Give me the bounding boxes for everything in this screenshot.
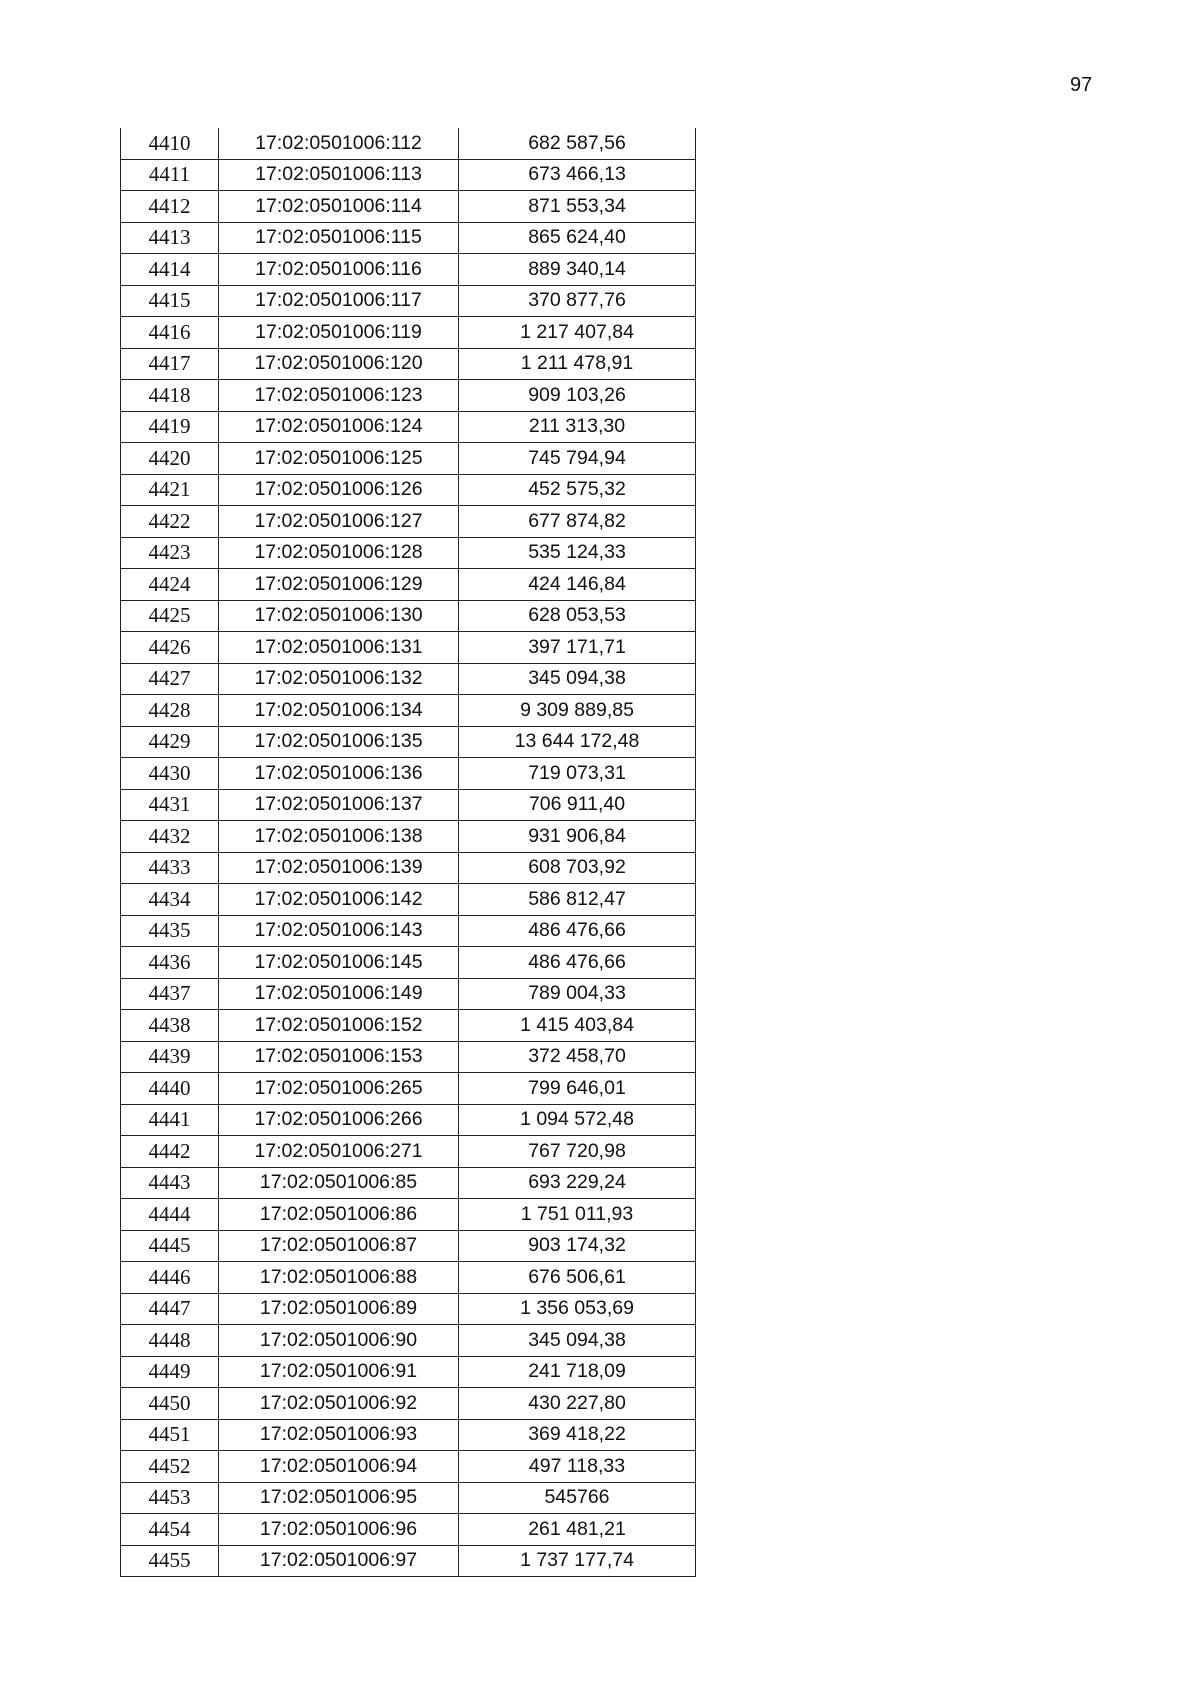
table-row	[121, 380, 696, 412]
table-row	[121, 1230, 696, 1262]
cadastral-value-table	[120, 128, 696, 1577]
cadastral-number-cell: 17:02:0501006:88	[219, 1262, 459, 1294]
table-row	[121, 947, 696, 979]
cadastral-number-cell: 17:02:0501006:137	[219, 789, 459, 821]
row-number-cell: 4413	[121, 222, 219, 254]
cadastral-number-cell: 17:02:0501006:131	[219, 632, 459, 664]
row-number-cell: 4451	[121, 1419, 219, 1451]
row-number-cell: 4441	[121, 1104, 219, 1136]
table-row	[121, 695, 696, 727]
table-row	[121, 884, 696, 916]
cadastral-value-cell: 889 340,14	[459, 254, 696, 286]
table-row	[121, 1041, 696, 1073]
cadastral-number-cell: 17:02:0501006:145	[219, 947, 459, 979]
cadastral-number-cell: 17:02:0501006:94	[219, 1451, 459, 1483]
cadastral-value-cell: 241 718,09	[459, 1356, 696, 1388]
cadastral-number-cell: 17:02:0501006:266	[219, 1104, 459, 1136]
table-row	[121, 1325, 696, 1357]
table-row	[121, 411, 696, 443]
row-number-cell: 4449	[121, 1356, 219, 1388]
row-number-cell: 4416	[121, 317, 219, 349]
row-number-cell: 4410	[121, 128, 219, 159]
row-number-cell: 4447	[121, 1293, 219, 1325]
cadastral-number-cell: 17:02:0501006:149	[219, 978, 459, 1010]
row-number-cell: 4422	[121, 506, 219, 538]
row-number-cell: 4442	[121, 1136, 219, 1168]
cadastral-value-cell: 903 174,32	[459, 1230, 696, 1262]
table-row	[121, 821, 696, 853]
table-row	[121, 569, 696, 601]
row-number-cell: 4453	[121, 1482, 219, 1514]
table-row	[121, 758, 696, 790]
table-row	[121, 506, 696, 538]
cadastral-number-cell: 17:02:0501006:271	[219, 1136, 459, 1168]
table-row	[121, 1073, 696, 1105]
row-number-cell: 4417	[121, 348, 219, 380]
cadastral-value-cell: 424 146,84	[459, 569, 696, 601]
table-row	[121, 726, 696, 758]
cadastral-value-cell: 745 794,94	[459, 443, 696, 475]
row-number-cell: 4428	[121, 695, 219, 727]
cadastral-number-cell: 17:02:0501006:92	[219, 1388, 459, 1420]
table-row	[121, 663, 696, 695]
cadastral-value-cell: 682 587,56	[459, 128, 696, 159]
row-number-cell: 4450	[121, 1388, 219, 1420]
table-row	[121, 1388, 696, 1420]
page-number: 97	[1070, 74, 1093, 96]
table-row	[121, 915, 696, 947]
cadastral-number-cell: 17:02:0501006:127	[219, 506, 459, 538]
row-number-cell: 4421	[121, 474, 219, 506]
cadastral-number-cell: 17:02:0501006:123	[219, 380, 459, 412]
cadastral-value-cell: 486 476,66	[459, 915, 696, 947]
cadastral-number-cell: 17:02:0501006:134	[219, 695, 459, 727]
cadastral-value-cell: 706 911,40	[459, 789, 696, 821]
row-number-cell: 4438	[121, 1010, 219, 1042]
cadastral-number-cell: 17:02:0501006:91	[219, 1356, 459, 1388]
row-number-cell: 4429	[121, 726, 219, 758]
table-row	[121, 1419, 696, 1451]
row-number-cell: 4439	[121, 1041, 219, 1073]
table-row	[121, 1514, 696, 1546]
table-row	[121, 1451, 696, 1483]
cadastral-value-cell: 211 313,30	[459, 411, 696, 443]
cadastral-number-cell: 17:02:0501006:115	[219, 222, 459, 254]
cadastral-value-cell: 345 094,38	[459, 663, 696, 695]
cadastral-value-cell: 261 481,21	[459, 1514, 696, 1546]
cadastral-value-cell: 535 124,33	[459, 537, 696, 569]
table-row	[121, 1010, 696, 1042]
row-number-cell: 4425	[121, 600, 219, 632]
cadastral-value-cell: 1 094 572,48	[459, 1104, 696, 1136]
table-row	[121, 537, 696, 569]
cadastral-value-cell: 673 466,13	[459, 159, 696, 191]
row-number-cell: 4431	[121, 789, 219, 821]
cadastral-number-cell: 17:02:0501006:152	[219, 1010, 459, 1042]
cadastral-number-cell: 17:02:0501006:142	[219, 884, 459, 916]
cadastral-number-cell: 17:02:0501006:113	[219, 159, 459, 191]
cadastral-number-cell: 17:02:0501006:93	[219, 1419, 459, 1451]
cadastral-number-cell: 17:02:0501006:116	[219, 254, 459, 286]
cadastral-number-cell: 17:02:0501006:114	[219, 191, 459, 223]
cadastral-number-cell: 17:02:0501006:96	[219, 1514, 459, 1546]
cadastral-value-cell: 767 720,98	[459, 1136, 696, 1168]
cadastral-value-cell: 865 624,40	[459, 222, 696, 254]
row-number-cell: 4434	[121, 884, 219, 916]
cadastral-value-cell: 372 458,70	[459, 1041, 696, 1073]
table-row	[121, 285, 696, 317]
table-row	[121, 1167, 696, 1199]
cadastral-number-cell: 17:02:0501006:136	[219, 758, 459, 790]
table-row	[121, 1104, 696, 1136]
cadastral-number-cell: 17:02:0501006:143	[219, 915, 459, 947]
cadastral-number-cell: 17:02:0501006:119	[219, 317, 459, 349]
cadastral-value-cell: 397 171,71	[459, 632, 696, 664]
row-number-cell: 4420	[121, 443, 219, 475]
table-row	[121, 222, 696, 254]
cadastral-number-cell: 17:02:0501006:135	[219, 726, 459, 758]
table-row	[121, 978, 696, 1010]
row-number-cell: 4448	[121, 1325, 219, 1357]
row-number-cell: 4412	[121, 191, 219, 223]
row-number-cell: 4452	[121, 1451, 219, 1483]
cadastral-number-cell: 17:02:0501006:132	[219, 663, 459, 695]
cadastral-value-cell: 789 004,33	[459, 978, 696, 1010]
cadastral-value-cell: 628 053,53	[459, 600, 696, 632]
cadastral-value-cell: 345 094,38	[459, 1325, 696, 1357]
cadastral-value-cell: 9 309 889,85	[459, 695, 696, 727]
cadastral-number-cell: 17:02:0501006:129	[219, 569, 459, 601]
cadastral-number-cell: 17:02:0501006:117	[219, 285, 459, 317]
cadastral-number-cell: 17:02:0501006:85	[219, 1167, 459, 1199]
cadastral-value-cell: 1 217 407,84	[459, 317, 696, 349]
table-row	[121, 1293, 696, 1325]
row-number-cell: 4435	[121, 915, 219, 947]
cadastral-number-cell: 17:02:0501006:86	[219, 1199, 459, 1231]
row-number-cell: 4430	[121, 758, 219, 790]
cadastral-value-cell: 1 356 053,69	[459, 1293, 696, 1325]
cadastral-value-cell: 452 575,32	[459, 474, 696, 506]
row-number-cell: 4419	[121, 411, 219, 443]
cadastral-value-cell: 909 103,26	[459, 380, 696, 412]
row-number-cell: 4414	[121, 254, 219, 286]
cadastral-value-cell: 1 415 403,84	[459, 1010, 696, 1042]
table-row	[121, 1262, 696, 1294]
cadastral-value-cell: 608 703,92	[459, 852, 696, 884]
cadastral-value-cell: 931 906,84	[459, 821, 696, 853]
cadastral-value-cell: 871 553,34	[459, 191, 696, 223]
table-row	[121, 852, 696, 884]
cadastral-value-cell: 676 506,61	[459, 1262, 696, 1294]
row-number-cell: 4432	[121, 821, 219, 853]
cadastral-number-cell: 17:02:0501006:120	[219, 348, 459, 380]
cadastral-value-cell: 430 227,80	[459, 1388, 696, 1420]
table-row	[121, 1545, 696, 1577]
cadastral-number-cell: 17:02:0501006:112	[219, 128, 459, 159]
table-row	[121, 348, 696, 380]
row-number-cell: 4411	[121, 159, 219, 191]
cadastral-number-cell: 17:02:0501006:95	[219, 1482, 459, 1514]
table-row	[121, 128, 696, 159]
table-row	[121, 443, 696, 475]
cadastral-number-cell: 17:02:0501006:265	[219, 1073, 459, 1105]
row-number-cell: 4437	[121, 978, 219, 1010]
table-row	[121, 474, 696, 506]
cadastral-number-cell: 17:02:0501006:126	[219, 474, 459, 506]
cadastral-number-cell: 17:02:0501006:128	[219, 537, 459, 569]
cadastral-number-cell: 17:02:0501006:124	[219, 411, 459, 443]
row-number-cell: 4440	[121, 1073, 219, 1105]
row-number-cell: 4445	[121, 1230, 219, 1262]
table-row	[121, 254, 696, 286]
table-body	[121, 128, 696, 1577]
cadastral-number-cell: 17:02:0501006:97	[219, 1545, 459, 1577]
cadastral-number-cell: 17:02:0501006:138	[219, 821, 459, 853]
row-number-cell: 4424	[121, 569, 219, 601]
table-row	[121, 159, 696, 191]
row-number-cell: 4423	[121, 537, 219, 569]
row-number-cell: 4436	[121, 947, 219, 979]
row-number-cell: 4455	[121, 1545, 219, 1577]
row-number-cell: 4454	[121, 1514, 219, 1546]
cadastral-value-cell: 1 211 478,91	[459, 348, 696, 380]
cadastral-number-cell: 17:02:0501006:87	[219, 1230, 459, 1262]
row-number-cell: 4427	[121, 663, 219, 695]
cadastral-value-cell: 486 476,66	[459, 947, 696, 979]
row-number-cell: 4426	[121, 632, 219, 664]
cadastral-value-cell: 13 644 172,48	[459, 726, 696, 758]
table-row	[121, 191, 696, 223]
cadastral-value-cell: 497 118,33	[459, 1451, 696, 1483]
table-row	[121, 1356, 696, 1388]
cadastral-number-cell: 17:02:0501006:130	[219, 600, 459, 632]
table-row	[121, 1136, 696, 1168]
cadastral-value-cell: 799 646,01	[459, 1073, 696, 1105]
cadastral-number-cell: 17:02:0501006:125	[219, 443, 459, 475]
cadastral-number-cell: 17:02:0501006:139	[219, 852, 459, 884]
cadastral-number-cell: 17:02:0501006:153	[219, 1041, 459, 1073]
cadastral-value-cell: 677 874,82	[459, 506, 696, 538]
cadastral-value-cell: 545766	[459, 1482, 696, 1514]
cadastral-value-cell: 370 877,76	[459, 285, 696, 317]
row-number-cell: 4446	[121, 1262, 219, 1294]
cadastral-value-cell: 693 229,24	[459, 1167, 696, 1199]
row-number-cell: 4418	[121, 380, 219, 412]
cadastral-value-cell: 586 812,47	[459, 884, 696, 916]
table-row	[121, 600, 696, 632]
table-row	[121, 789, 696, 821]
table-row	[121, 632, 696, 664]
table-row	[121, 1482, 696, 1514]
cadastral-value-cell: 369 418,22	[459, 1419, 696, 1451]
row-number-cell: 4415	[121, 285, 219, 317]
row-number-cell: 4443	[121, 1167, 219, 1199]
cadastral-value-cell: 1 751 011,93	[459, 1199, 696, 1231]
row-number-cell: 4444	[121, 1199, 219, 1231]
cadastral-value-cell: 1 737 177,74	[459, 1545, 696, 1577]
cadastral-number-cell: 17:02:0501006:89	[219, 1293, 459, 1325]
table-row	[121, 1199, 696, 1231]
cadastral-number-cell: 17:02:0501006:90	[219, 1325, 459, 1357]
row-number-cell: 4433	[121, 852, 219, 884]
table-row	[121, 317, 696, 349]
cadastral-value-cell: 719 073,31	[459, 758, 696, 790]
